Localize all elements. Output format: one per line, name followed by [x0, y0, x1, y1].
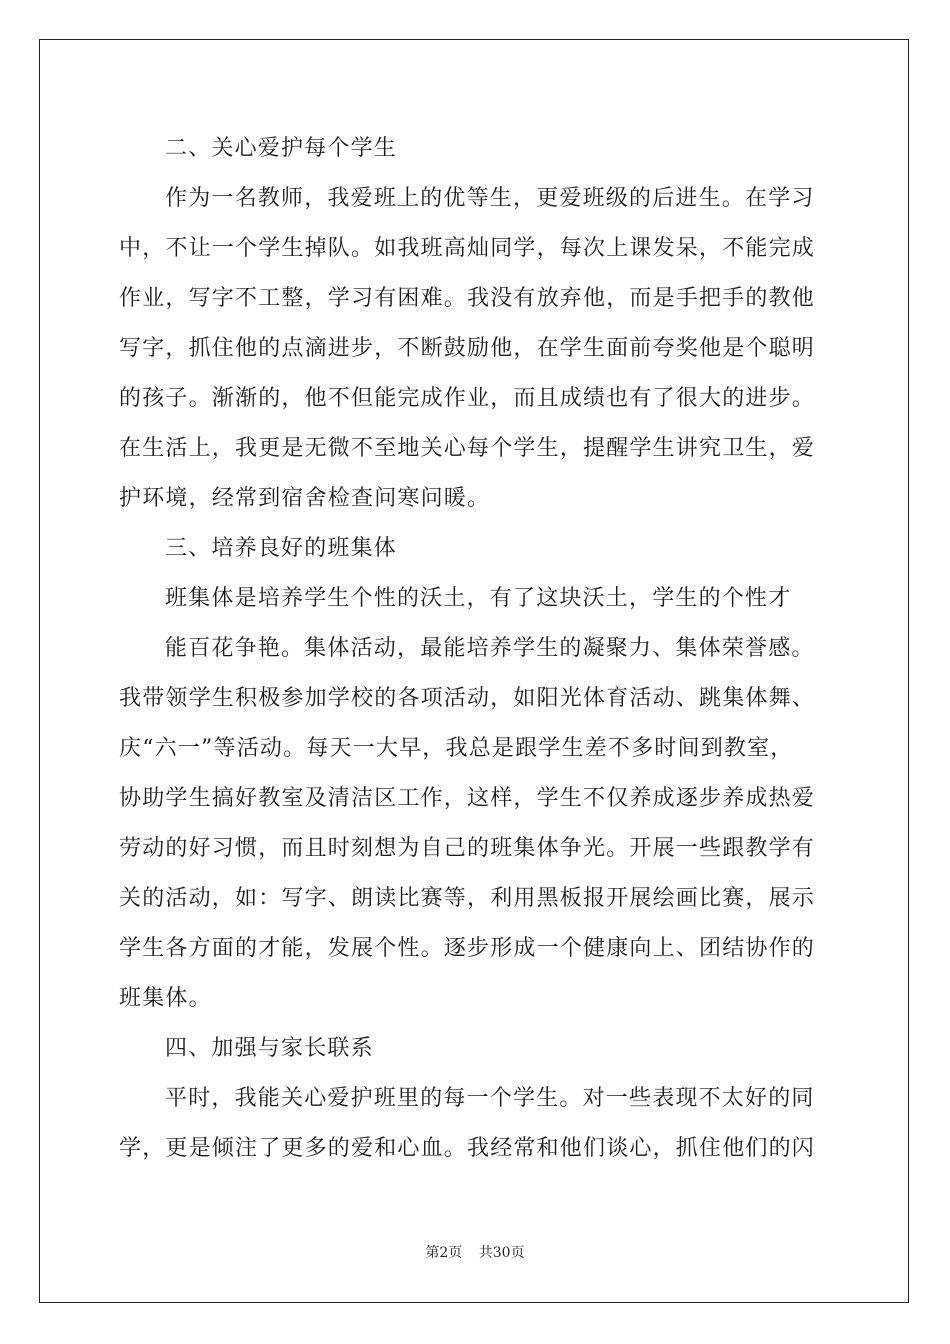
document-body	[119, 124, 835, 1174]
paragraph-line: 庆“六一”等活动。每天一大早，我总是跟学生差不多时间到教室，	[119, 736, 794, 761]
paragraph-line: 学生各方面的才能，发展个性。逐步形成一个健康向上、团结协作的	[119, 936, 816, 961]
page-footer	[0, 1242, 950, 1262]
paragraph-line: 我带领学生积极参加学校的各项活动，如阳光体育活动、跳集体舞、	[119, 686, 816, 711]
section-heading: 二、关心爱护每个学生	[165, 136, 398, 161]
paragraph-line: 的孩子。渐渐的，他不但能完成作业，而且成绩也有了很大的进步。	[119, 386, 816, 411]
paragraph-line: 作为一名教师，我爱班上的优等生，更爱班级的后进生。在学习	[165, 186, 815, 211]
paragraph-line: 班集体是培养学生个性的沃土，有了这块沃土，学生的个性才	[165, 586, 792, 611]
paragraph-line: 劳动的好习惯，而且时刻想为自己的班集体争光。开展一些跟教学有	[119, 836, 816, 861]
paragraph-line: 写字，抓住他的点滴进步，不断鼓励他，在学生面前夸奖他是个聪明	[119, 336, 816, 361]
paragraph-line: 平时，我能关心爱护班里的每一个学生。对一些表现不太好的同	[165, 1086, 815, 1111]
paragraph-line: 作业，写字不工整，学习有困难。我没有放弃他，而是手把手的教他	[119, 286, 816, 311]
paragraph-line: 在生活上，我更是无微不至地关心每个学生，提醒学生讲究卫生，爱	[119, 436, 816, 461]
paragraph-line: 能百花争艳。集体活动，最能培养学生的凝聚力、集体荣誉感。	[165, 636, 815, 661]
paragraph-line: 关的活动，如：写字、朗读比赛等，利用黑板报开展绘画比赛，展示	[119, 886, 816, 911]
section-heading: 四、加强与家长联系	[165, 1036, 374, 1061]
paragraph-line: 中，不让一个学生掉队。如我班高灿同学，每次上课发呆，不能完成	[119, 236, 816, 261]
paragraph-line: 班集体。	[119, 986, 212, 1011]
page-number-total: 共30页	[478, 1245, 525, 1261]
page-number-current: 第2页	[425, 1245, 463, 1261]
paragraph-line: 学，更是倾注了更多的爱和心血。我经常和他们谈心，抓住他们的闪	[119, 1136, 816, 1161]
paragraph-line: 协助学生搞好教室及清洁区工作，这样，学生不仅养成逐步养成热爱	[119, 786, 816, 811]
paragraph-line: 护环境，经常到宿舍检查问寒问暖。	[119, 486, 491, 511]
section-heading: 三、培养良好的班集体	[165, 536, 398, 561]
